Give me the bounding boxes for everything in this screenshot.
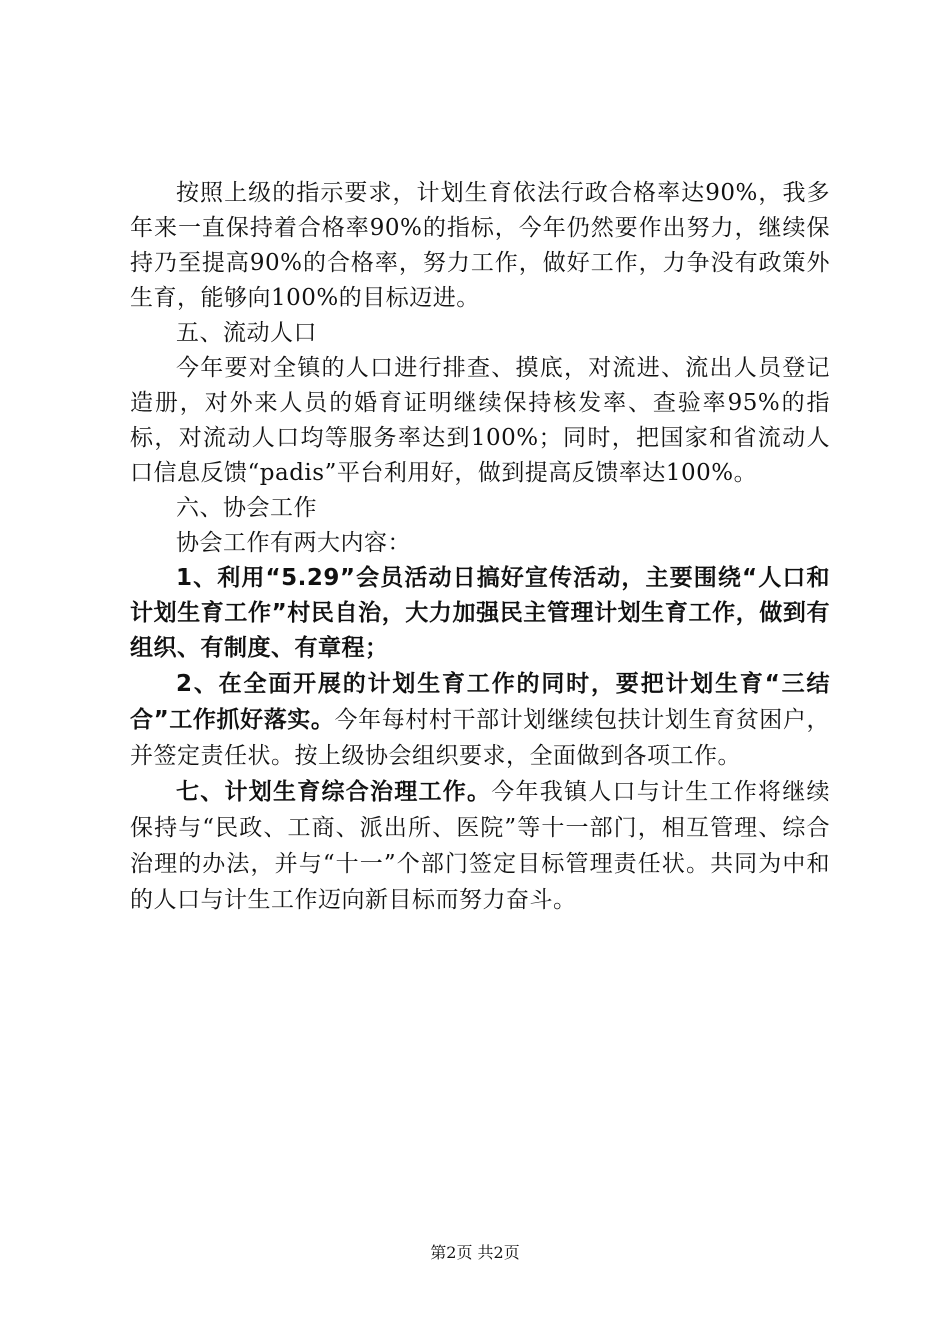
list-item-three-combination-text: 今年每村村干部计划继续包扶计划生育贫困户，并签定责任状。按上级协会组织要求，全面做到各项工作。 <box>130 707 830 769</box>
list-item-three-combination-bold: 2、在全面开展的计划生育工作的同时，要把计划生育“三结合”工作抓好落实。 <box>130 671 830 733</box>
list-item-member-activity-day: 1、利用“5.29”会员活动日搞好宣传活动，主要围绕“人口和计划生育工作”村民自治，大力加强民主管理计划生育工作，做到有组织、有制度、有章程； <box>130 565 830 661</box>
paragraph-association-intro: 协会工作有两大内容： <box>176 530 411 556</box>
list-item-three-combination <box>130 666 830 774</box>
section-heading-comprehensive-governance: 七、计划生育综合治理工作。 <box>176 779 492 805</box>
paragraph-floating-population: 今年要对全镇的人口进行排查、摸底，对流进、流出人员登记造册，对外来人员的婚育证明继续保持核发率、查验率95%的指标，对流动人口均等服务率达到100%；同时，把国家和省流动人口信息反馈“padis”平台利用好，做到提高反馈率达100%。 <box>130 355 830 486</box>
page-number-footer: 第2页 共2页 <box>430 1243 520 1262</box>
document-body <box>130 176 830 918</box>
section-comprehensive-governance <box>130 774 830 918</box>
section-heading-floating-population: 五、流动人口 <box>176 320 317 346</box>
section-heading-association-work: 六、协会工作 <box>176 495 317 521</box>
paragraph-qualification-rate: 按照上级的指示要求，计划生育依法行政合格率达90%，我多年来一直保持着合格率90%的指标，今年仍然要作出努力，继续保持乃至提高90%的合格率，努力工作，做好工作，力争没有政策外生育，能够向100%的目标迈进。 <box>130 180 830 311</box>
paragraph-comprehensive-governance: 今年我镇人口与计生工作将继续保持与“民政、工商、派出所、医院”等十一部门，相互管理、综合治理的办法，并与“十一”个部门签定目标管理责任状。共同为中和的人口与计生工作迈向新目标而努力奋斗。 <box>130 779 830 913</box>
